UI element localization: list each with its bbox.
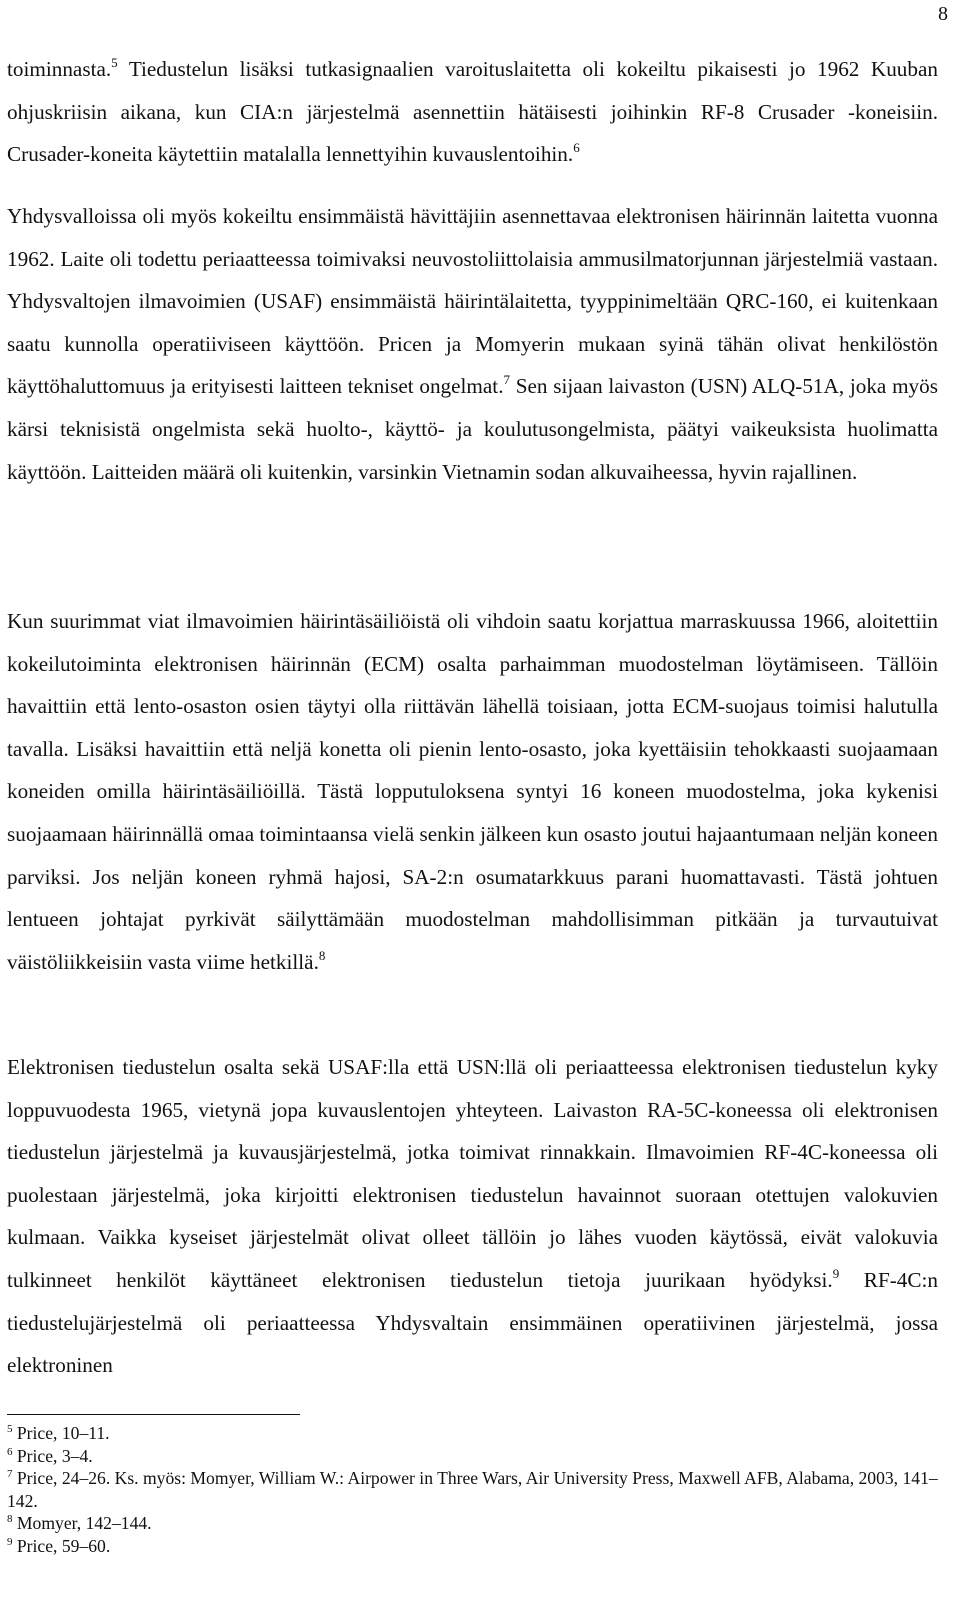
footnote-text: Price, 10–11. (12, 1423, 110, 1443)
paragraph-1 (7, 48, 938, 176)
text-run: Elektronisen tiedustelun osalta sekä USAF:lla että USN:llä oli periaatteessa elektronisen tiedustelun kyky loppuvuodesta 1965, vietynä jopa kuvauslentojen yhteyteen. Laivaston RA-5C-koneessa oli elektronisen tiedustelun järjestelmä ja kuvausjärjestelmä, jotka toimivat rinnakkain. Ilmavoimien RF-4C-koneessa oli puolestaan järjestelmä, joka kirjoitti elektronisen tiedustelun havainnot suoraan otettujen valokuvien kulmaan. Vaikka kyseiset järjestelmät olivat olleet tällöin jo lähes vuoden käytössä, eivät valokuvia tulkinneet henkilöt käyttäneet elektronisen tiedustelun tietoja juurikaan hyödyksi. (7, 1055, 938, 1292)
paragraph-2 (7, 195, 938, 493)
footnote-reference: 9 (832, 1265, 840, 1281)
footnote-separator (7, 1414, 300, 1415)
text-run: Tiedustelun lisäksi tutkasignaalien varoituslaitetta oli kokeiltu pikaisesti jo 1962 Kuuban ohjuskriisin aikana, kun CIA:n järjestelmä asennettiin hätäisesti joihinkin RF-8 Crusader -koneisiin. Crusader-koneita käytettiin matalalla lennettyihin kuvauslentoihin. (7, 57, 938, 167)
footnote (7, 1512, 938, 1535)
footnote-text: Price, 59–60. (12, 1535, 111, 1556)
footnotes (7, 1422, 938, 1558)
text-run: RF-4C:n tiedustelujärjestelmä oli periaatteessa Yhdysvaltain ensimmäinen operatiivinen järjestelmä, jossa elektroninen (7, 1267, 938, 1378)
footnote-text: Price, 3–4. (12, 1445, 93, 1466)
footnote-number: 8 (7, 1513, 13, 1526)
footnote-reference: 5 (111, 55, 118, 70)
footnote (7, 1422, 938, 1445)
text-run: Sen sijaan laivaston (USN) ALQ-51A, joka myös kärsi teknisistä ongelmista sekä huolto-, käyttö- ja koulutusongelmista, päätyi vaikeuksista huolimatta käyttöön. Laitteiden määrä oli kuitenkin, varsinkin Vietnamin sodan alkuvaiheessa, hyvin rajallinen. (7, 374, 938, 484)
text-run: toiminnasta. (7, 57, 112, 81)
text-run: Yhdysvalloissa oli myös kokeiltu ensimmäistä hävittäjiin asennettavaa elektronisen häirinnän laitetta vuonna 1962. Laite oli todettu periaatteessa toimivaksi neuvostoliittolaisia ammusilmatorjunnan järjestelmiä vastaan. Yhdysvaltojen ilmavoimien (USAF) ensimmäistä häirintälaitetta, tyyppinimeltään QRC-160, ei kuitenkaan saatu kunnolla operatiiviseen käyttöön. Pricen ja Momyerin mukaan syinä tähän olivat henkilöstön käyttöhaluttomuus ja erityisesti laitteen tekniset ongelmat. (7, 204, 938, 399)
footnote-reference: 7 (503, 372, 510, 388)
paragraph-4 (7, 1046, 938, 1387)
footnote (7, 1467, 938, 1512)
footnote-reference: 6 (573, 140, 580, 156)
footnote-number: 5 (7, 1423, 13, 1435)
footnote-number: 7 (7, 1468, 13, 1481)
page-number: 8 (938, 3, 948, 25)
footnote-reference: 8 (318, 947, 326, 963)
footnote-number: 6 (7, 1445, 13, 1458)
paragraph-3 (7, 600, 938, 983)
footnote-text: Price, 24–26. Ks. myös: Momyer, William W.: Airpower in Three Wars, Air University Press, Maxwell AFB, Alabama, 2003, 141–142. (7, 1468, 938, 1511)
footnote-text: Momyer, 142–144. (12, 1513, 152, 1534)
footnote (7, 1535, 938, 1558)
footnote-number: 9 (7, 1535, 13, 1548)
text-run: Kun suurimmat viat ilmavoimien häirintäsäiliöistä oli vihdoin saatu korjattua marraskuussa 1966, aloitettiin kokeilutoiminta elektronisen häirinnän (ECM) osalta parhaimman muodostelman löytämiseen. Tällöin havaittiin että lento-osaston osien täytyi olla riittävän lähellä toisiaan, jotta ECM-suojaus toimisi halutulla tavalla. Lisäksi havaittiin että neljä konetta oli pienin lento-osasto, joka kyettäisiin tehokkaasti suojaamaan koneiden omilla häirintäsäiliöillä. Tästä lopputuloksena syntyi 16 koneen muodostelma, joka kykenisi suojaamaan häirinnällä omaa toimintaansa vielä senkin jälkeen kun osasto joutui hajaantumaan neljän koneen parviksi. Jos neljän koneen ryhmä hajosi, SA-2:n osumatarkkuus parani huomattavasti. Tästä johtuen lentueen johtajat pyrkivät säilyttämään muodostelman mahdollisimman pitkään ja turvautuivat väistöliikkeisiin vasta viime hetkillä. (7, 609, 938, 974)
footnote (7, 1445, 938, 1468)
